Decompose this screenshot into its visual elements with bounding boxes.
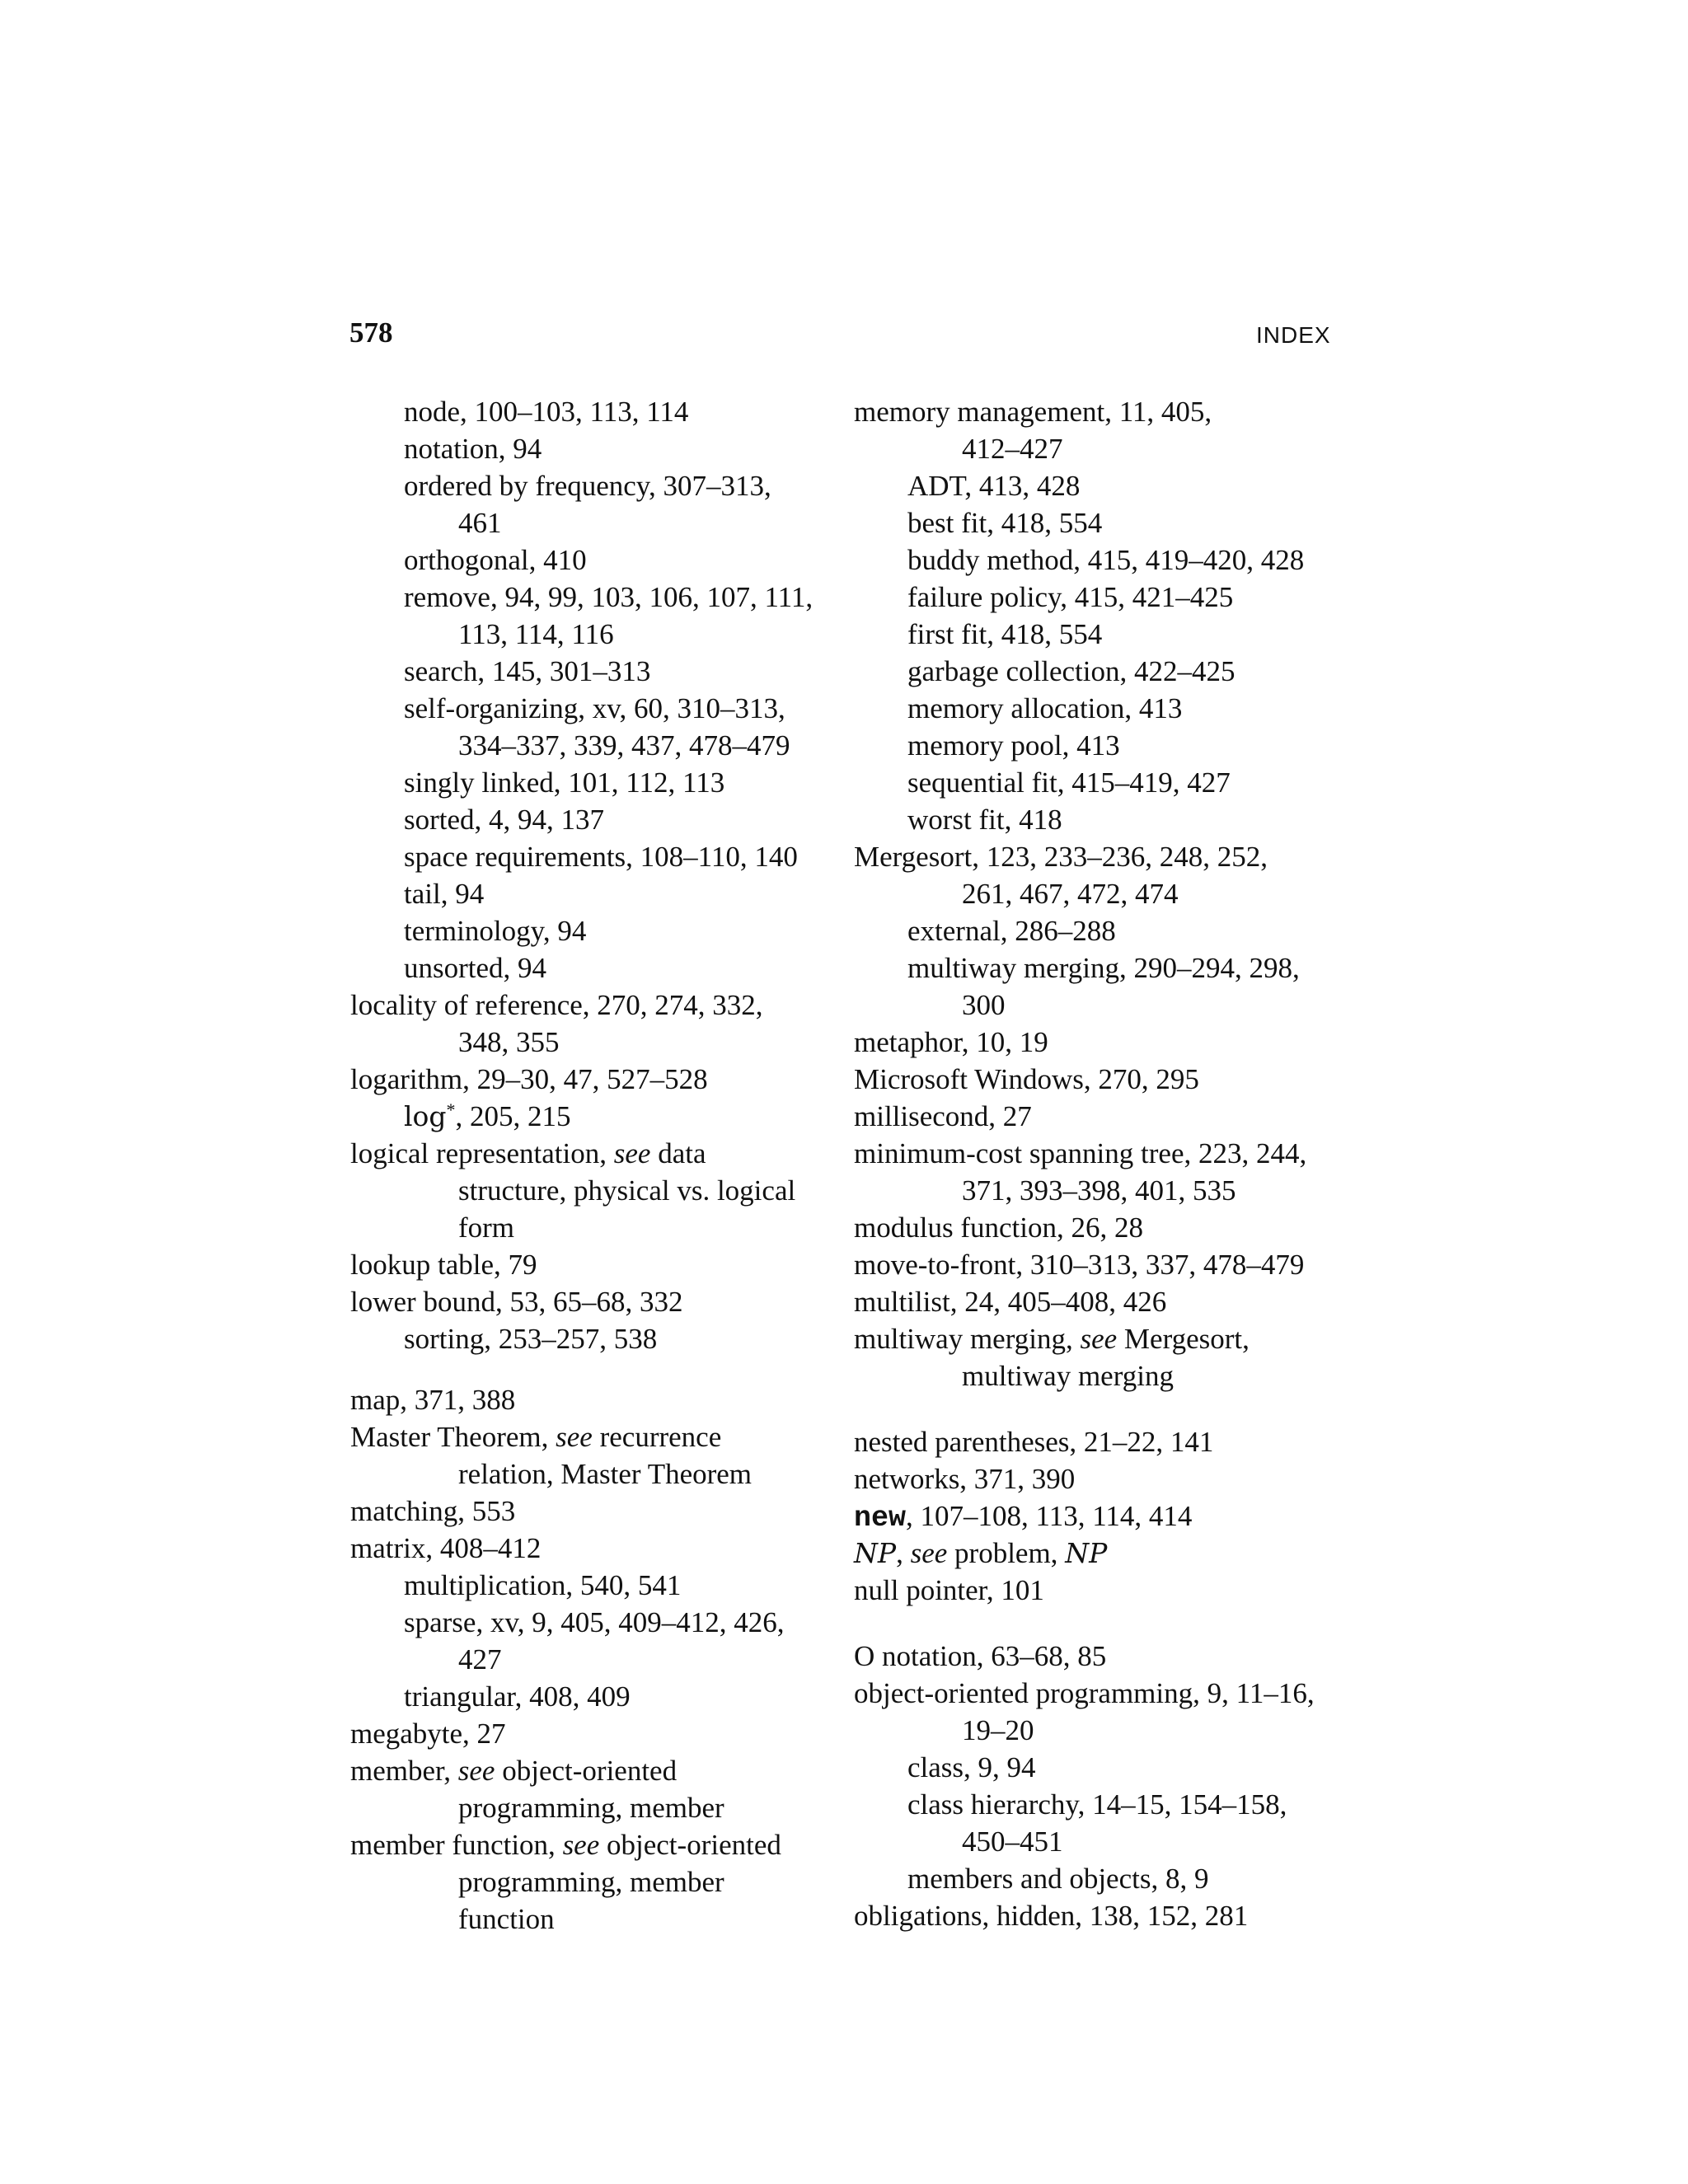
index-entry bbox=[350, 1493, 515, 1530]
index-entry bbox=[854, 1898, 1248, 1934]
index-text: 348, 355 bbox=[458, 1026, 560, 1058]
index-entry bbox=[350, 987, 763, 1024]
index-continuation bbox=[458, 1456, 752, 1493]
index-text: programming, member bbox=[458, 1792, 724, 1824]
index-text: sorted, 4, 94, 137 bbox=[404, 804, 605, 836]
index-subentry bbox=[404, 579, 813, 616]
index-entry bbox=[854, 1099, 1032, 1135]
index-subentry bbox=[907, 802, 1062, 838]
index-subentry bbox=[404, 542, 587, 579]
index-continuation bbox=[962, 431, 1063, 467]
index-text: obligations, hidden, 138, 152, 281 bbox=[854, 1900, 1249, 1932]
index-continuation bbox=[962, 1173, 1236, 1209]
index-text: ordered by frequency, 307–313, bbox=[404, 470, 771, 502]
index-text: O notation, 63–68, 85 bbox=[854, 1640, 1107, 1672]
index-text: nested parentheses, 21–22, 141 bbox=[854, 1426, 1214, 1458]
index-text: orthogonal, 410 bbox=[404, 544, 587, 576]
index-entry bbox=[350, 1753, 677, 1789]
index-text: * bbox=[446, 1099, 456, 1120]
index-text: see bbox=[457, 1755, 495, 1787]
index-text: class, 9, 94 bbox=[907, 1751, 1036, 1783]
index-subentry bbox=[907, 1787, 1287, 1823]
index-text: remove, 94, 99, 103, 106, 107, 111, bbox=[404, 581, 814, 613]
index-subentry bbox=[404, 1605, 784, 1641]
index-subentry bbox=[907, 468, 1080, 504]
index-text: , bbox=[896, 1537, 911, 1569]
index-subentry bbox=[907, 654, 1236, 690]
index-text: multiway merging bbox=[962, 1360, 1174, 1392]
index-continuation bbox=[458, 1864, 724, 1900]
index-continuation bbox=[458, 1642, 502, 1678]
index-text: member, bbox=[350, 1755, 458, 1787]
index-text: multiway merging, bbox=[854, 1323, 1081, 1355]
index-subentry bbox=[404, 394, 688, 430]
index-text: function bbox=[458, 1903, 555, 1935]
running-head: INDEX bbox=[1256, 322, 1331, 348]
index-continuation bbox=[458, 616, 614, 653]
index-subentry bbox=[404, 950, 546, 987]
index-text: locality of reference, 270, 274, 332, bbox=[350, 989, 763, 1021]
index-text: multiway merging, 290–294, 298, bbox=[907, 952, 1300, 984]
index-continuation bbox=[962, 876, 1179, 912]
index-entry bbox=[854, 394, 1212, 430]
index-text: multiplication, 540, 541 bbox=[404, 1569, 682, 1601]
index-continuation bbox=[962, 1824, 1063, 1860]
index-text: first fit, 418, 554 bbox=[907, 618, 1103, 650]
index-continuation bbox=[458, 1210, 514, 1246]
index-text: node, 100–103, 113, 114 bbox=[404, 396, 689, 428]
index-text: see bbox=[562, 1829, 600, 1861]
index-continuation bbox=[962, 987, 1006, 1024]
index-text: form bbox=[458, 1212, 515, 1244]
index-entry bbox=[350, 1716, 506, 1752]
index-entry bbox=[854, 1498, 1192, 1535]
index-continuation bbox=[962, 1358, 1174, 1394]
index-text: modulus function, 26, 28 bbox=[854, 1212, 1143, 1244]
index-text: object-oriented bbox=[599, 1829, 781, 1861]
index-continuation bbox=[458, 505, 502, 541]
index-entry bbox=[854, 1321, 1250, 1357]
index-text: sequential fit, 415–419, 427 bbox=[907, 766, 1231, 799]
index-text: , 205, 215 bbox=[455, 1100, 571, 1132]
index-text: Microsoft Windows, 270, 295 bbox=[854, 1063, 1199, 1095]
index-text: matrix, 408–412 bbox=[350, 1532, 542, 1564]
index-subentry bbox=[404, 1679, 631, 1715]
index-text: multilist, 24, 405–408, 426 bbox=[854, 1286, 1167, 1318]
index-subentry bbox=[907, 505, 1102, 541]
index-subentry bbox=[404, 839, 798, 875]
index-continuation bbox=[458, 1173, 795, 1209]
index-subentry bbox=[907, 579, 1233, 616]
index-entry bbox=[854, 1675, 1315, 1712]
index-subentry bbox=[404, 431, 542, 467]
index-text: NP bbox=[854, 1537, 897, 1569]
index-entry bbox=[854, 1284, 1166, 1320]
index-text: 427 bbox=[458, 1643, 502, 1675]
index-text: lower bound, 53, 65–68, 332 bbox=[350, 1286, 683, 1318]
index-text: ADT, 413, 428 bbox=[907, 470, 1081, 502]
index-entry bbox=[854, 1638, 1106, 1675]
index-text: logarithm, 29–30, 47, 527–528 bbox=[350, 1063, 708, 1095]
index-text: garbage collection, 422–425 bbox=[907, 655, 1236, 687]
index-text: 261, 467, 472, 474 bbox=[962, 878, 1179, 910]
index-text: object-oriented programming, 9, 11–16, bbox=[854, 1677, 1315, 1709]
index-text: search, 145, 301–313 bbox=[404, 655, 651, 687]
index-text: triangular, 408, 409 bbox=[404, 1680, 631, 1713]
index-subentry bbox=[404, 654, 650, 690]
index-entry bbox=[854, 1424, 1213, 1460]
index-text: object-oriented bbox=[495, 1755, 678, 1787]
index-entry bbox=[854, 1535, 1107, 1572]
index-entry bbox=[350, 1419, 721, 1455]
index-text: sorting, 253–257, 538 bbox=[404, 1323, 658, 1355]
index-text: 300 bbox=[962, 989, 1006, 1021]
index-continuation bbox=[962, 1713, 1034, 1749]
index-entry bbox=[350, 1284, 682, 1320]
index-text: metaphor, 10, 19 bbox=[854, 1026, 1048, 1058]
index-text: external, 286–288 bbox=[907, 915, 1116, 947]
index-text: structure, physical vs. logical bbox=[458, 1174, 796, 1207]
index-entry bbox=[854, 1062, 1199, 1098]
index-text: singly linked, 101, 112, 113 bbox=[404, 766, 725, 799]
index-entry bbox=[854, 1572, 1044, 1609]
index-text: 412–427 bbox=[962, 433, 1063, 465]
index-entry bbox=[350, 1382, 515, 1418]
index-entry bbox=[350, 1530, 541, 1567]
index-text: memory allocation, 413 bbox=[907, 692, 1183, 724]
index-subentry bbox=[907, 950, 1300, 987]
index-subentry bbox=[404, 765, 724, 801]
index-entry bbox=[854, 1247, 1304, 1283]
index-text: space requirements, 108–110, 140 bbox=[404, 841, 798, 873]
index-text: members and objects, 8, 9 bbox=[907, 1863, 1209, 1895]
index-subentry bbox=[907, 616, 1102, 653]
index-subentry bbox=[907, 1861, 1208, 1897]
index-text: member function, bbox=[350, 1829, 563, 1861]
index-entry bbox=[854, 839, 1268, 875]
index-subentry bbox=[404, 1568, 681, 1604]
index-text: Mergesort, 123, 233–236, 248, 252, bbox=[854, 841, 1268, 873]
index-text: worst fit, 418 bbox=[907, 804, 1062, 836]
index-text: 461 bbox=[458, 507, 502, 539]
index-subentry bbox=[907, 765, 1231, 801]
index-subentry bbox=[404, 802, 604, 838]
index-subentry bbox=[907, 1750, 1036, 1786]
index-subentry bbox=[404, 1321, 657, 1357]
index-text: best fit, 418, 554 bbox=[907, 507, 1103, 539]
index-text: problem, bbox=[947, 1537, 1066, 1569]
index-subentry bbox=[404, 691, 785, 727]
index-text: relation, Master Theorem bbox=[458, 1458, 753, 1490]
index-continuation bbox=[458, 728, 790, 764]
index-text: map, 371, 388 bbox=[350, 1384, 516, 1416]
index-continuation bbox=[458, 1024, 560, 1061]
index-text: see bbox=[910, 1537, 948, 1569]
index-continuation bbox=[458, 1901, 555, 1938]
index-text: unsorted, 94 bbox=[404, 952, 547, 984]
index-subentry bbox=[907, 728, 1120, 764]
index-text: matching, 553 bbox=[350, 1495, 516, 1527]
index-text: see bbox=[613, 1137, 651, 1169]
index-text: logical representation, bbox=[350, 1137, 614, 1169]
index-text: , 107–108, 113, 114, 414 bbox=[906, 1500, 1193, 1532]
index-text: minimum-cost spanning tree, 223, 244, bbox=[854, 1137, 1307, 1169]
index-entry bbox=[854, 1136, 1306, 1172]
index-text: log bbox=[404, 1100, 447, 1132]
index-text: data bbox=[650, 1137, 706, 1169]
index-entry bbox=[854, 1210, 1143, 1246]
index-text: move-to-front, 310–313, 337, 478–479 bbox=[854, 1249, 1305, 1281]
index-text: new bbox=[854, 1502, 907, 1535]
index-subentry bbox=[907, 542, 1304, 579]
index-text: terminology, 94 bbox=[404, 915, 587, 947]
index-entry bbox=[350, 1136, 706, 1172]
index-text: 113, 114, 116 bbox=[458, 618, 614, 650]
index-text: sparse, xv, 9, 405, 409–412, 426, bbox=[404, 1606, 785, 1638]
index-text: see bbox=[556, 1421, 593, 1453]
index-text: memory pool, 413 bbox=[907, 729, 1120, 762]
index-subentry bbox=[907, 691, 1182, 727]
index-text: recurrence bbox=[592, 1421, 722, 1453]
index-text: 450–451 bbox=[962, 1825, 1063, 1858]
index-text: failure policy, 415, 421–425 bbox=[907, 581, 1234, 613]
index-text: NP bbox=[1065, 1537, 1108, 1569]
index-entry bbox=[350, 1062, 708, 1098]
index-continuation bbox=[458, 1790, 724, 1826]
index-text: null pointer, 101 bbox=[854, 1574, 1044, 1606]
index-text: 19–20 bbox=[962, 1714, 1034, 1746]
index-text: notation, 94 bbox=[404, 433, 542, 465]
page-number: 578 bbox=[349, 316, 393, 349]
index-text: networks, 371, 390 bbox=[854, 1463, 1076, 1495]
index-subentry bbox=[404, 1099, 571, 1135]
index-text: memory management, 11, 405, bbox=[854, 396, 1212, 428]
index-text: buddy method, 415, 419–420, 428 bbox=[907, 544, 1305, 576]
index-subentry bbox=[404, 876, 484, 912]
index-subentry bbox=[907, 913, 1116, 949]
index-text: 334–337, 339, 437, 478–479 bbox=[458, 729, 790, 762]
index-text: millisecond, 27 bbox=[854, 1100, 1032, 1132]
index-entry bbox=[854, 1461, 1075, 1497]
index-entry bbox=[350, 1827, 781, 1863]
index-entry bbox=[350, 1247, 537, 1283]
index-text: self-organizing, xv, 60, 310–313, bbox=[404, 692, 785, 724]
index-text: Mergesort, bbox=[1117, 1323, 1250, 1355]
index-text: lookup table, 79 bbox=[350, 1249, 537, 1281]
index-text: tail, 94 bbox=[404, 878, 485, 910]
index-text: programming, member bbox=[458, 1866, 724, 1898]
index-subentry bbox=[404, 913, 586, 949]
index-text: Master Theorem, bbox=[350, 1421, 556, 1453]
index-text: megabyte, 27 bbox=[350, 1718, 506, 1750]
index-text: see bbox=[1080, 1323, 1118, 1355]
index-text: 371, 393–398, 401, 535 bbox=[962, 1174, 1236, 1207]
index-entry bbox=[854, 1024, 1048, 1061]
index-subentry bbox=[404, 468, 771, 504]
index-text: class hierarchy, 14–15, 154–158, bbox=[907, 1788, 1287, 1821]
